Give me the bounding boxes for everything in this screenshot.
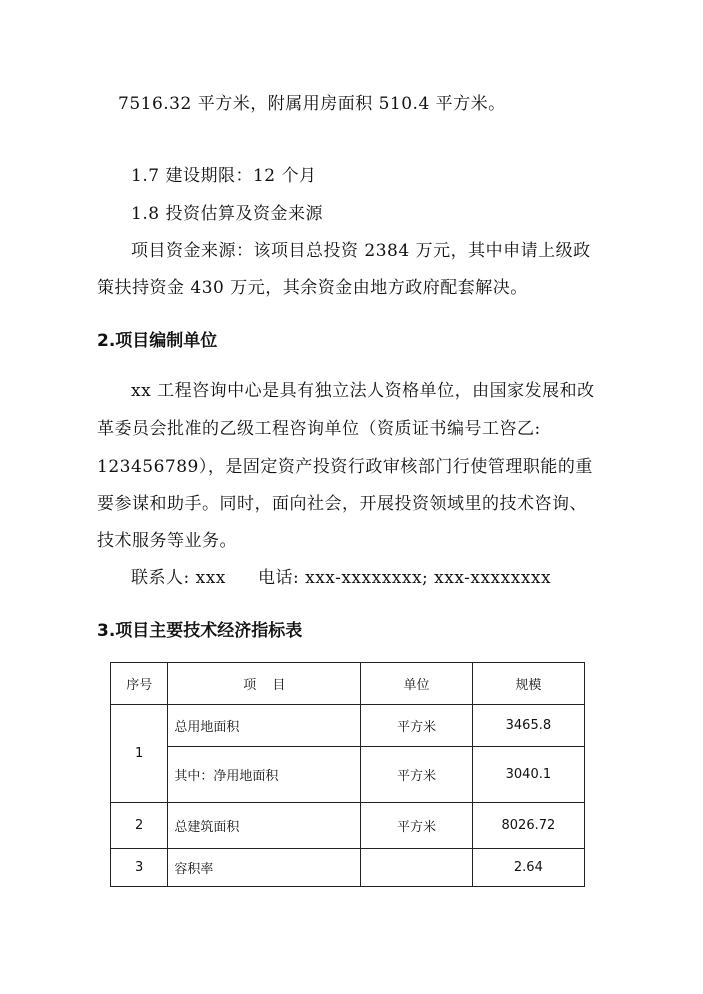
- paragraph-line: 7516.32 平方米，附属用房面积 510.4 平方米。: [118, 94, 506, 114]
- table-row: [111, 705, 585, 747]
- header-no: 序号: [111, 663, 168, 705]
- section-1-7-line: 1.7 建设期限：12 个月: [131, 166, 317, 186]
- contact-phone: 电话: xxx-xxxxxxxx; xxx-xxxxxxxx: [258, 568, 552, 588]
- cell-item: 容积率: [168, 849, 361, 887]
- table-row: [111, 803, 585, 849]
- org-line-2: 革委员会批准的乙级工程咨询单位（资质证书编号工咨乙:: [97, 419, 541, 439]
- contact-person: 联系人: xxx: [131, 568, 226, 588]
- table-row: [111, 849, 585, 887]
- funding-line-2: 策扶持资金 430 万元，其余资金由地方政府配套解决。: [97, 278, 528, 298]
- cell-no: 2: [111, 803, 168, 849]
- cell-unit: [361, 849, 473, 887]
- cell-unit: 平方米: [361, 705, 473, 747]
- cell-unit: 平方米: [361, 747, 473, 803]
- table-row: [111, 747, 585, 803]
- indicators-table: [110, 662, 585, 887]
- section-1-8-line: 1.8 投资估算及资金来源: [131, 204, 323, 224]
- funding-line-1: 项目资金来源：该项目总投资 2384 万元，其中申请上级政: [131, 241, 591, 261]
- cell-scale: 3040.1: [472, 747, 584, 803]
- cell-item: 总建筑面积: [168, 803, 361, 849]
- org-line-1: xx 工程咨询中心是具有独立法人资格单位，由国家发展和改: [131, 381, 595, 401]
- cell-unit: 平方米: [361, 803, 473, 849]
- org-line-3: 123456789），是固定资产投资行政审核部门行使管理职能的重: [97, 457, 593, 477]
- header-item: 项 目: [168, 663, 361, 705]
- org-line-5: 技术服务等业务。: [97, 531, 237, 551]
- cell-item: 其中：净用地面积: [168, 747, 361, 803]
- header-unit: 单位: [361, 663, 473, 705]
- section-2-heading: 2.项目编制单位: [97, 331, 218, 351]
- cell-no: 1: [111, 705, 168, 803]
- section-3-heading: 3.项目主要技术经济指标表: [97, 621, 303, 641]
- cell-item: 总用地面积: [168, 705, 361, 747]
- table-header-row: [111, 663, 585, 705]
- cell-scale: 3465.8: [472, 705, 584, 747]
- header-scale: 规模: [472, 663, 584, 705]
- cell-scale: 2.64: [472, 849, 584, 887]
- cell-scale: 8026.72: [472, 803, 584, 849]
- cell-no: 3: [111, 849, 168, 887]
- org-line-4: 要参谋和助手。同时，面向社会，开展投资领域里的技术咨询、: [97, 494, 587, 514]
